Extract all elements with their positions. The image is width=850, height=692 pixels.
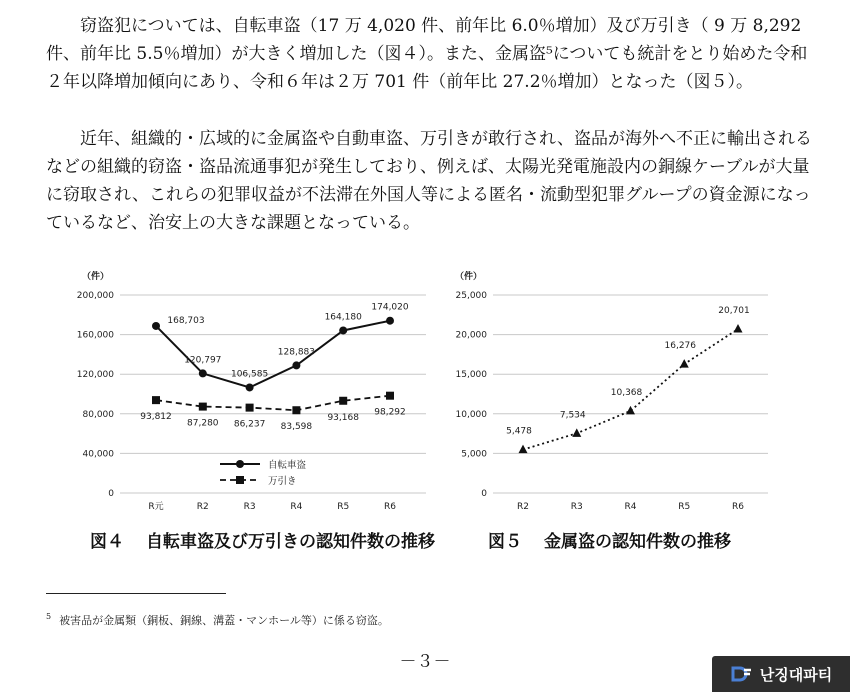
legend-label-bicycle: 自転車盗 <box>268 460 307 471</box>
y-tick-label: 80,000 <box>82 409 114 420</box>
data-label: 87,280 <box>187 418 219 429</box>
data-point-marker <box>246 404 254 412</box>
y-tick-label: 40,000 <box>82 449 114 460</box>
data-point-marker <box>339 326 347 334</box>
x-tick-label: R5 <box>678 502 691 512</box>
footnote-text: 被害品が金属類（銅板、銅線、溝蓋・マンホール等）に係る窃盗。 <box>59 614 389 627</box>
footnote-marker: 5 <box>46 612 52 622</box>
data-point-marker <box>386 317 394 325</box>
y-tick-label: 0 <box>481 489 487 499</box>
body-paragraph-1: 窃盗犯については、自転車盗（17 万 4,020 件、前年比 6.0％増加）及び万引き（ 9 万 8,292 件、前年比 5.5％増加）が大きく増加した（図４）。また、金属盗⁵についても統計をとり始めた令和２年以降増加傾向にあり、令和６年は２万 701 件（前年比 27.2％増加）となった（図５）。 <box>46 16 808 92</box>
data-label: 98,292 <box>374 407 406 418</box>
legend-marker-shoplifting <box>236 476 244 484</box>
x-tick-label: R4 <box>624 502 637 512</box>
data-label: 7,534 <box>559 410 586 421</box>
page-number: －３－ <box>399 652 451 672</box>
data-point-marker <box>626 406 635 415</box>
x-tick-label: R6 <box>732 502 744 512</box>
figure-5-caption <box>488 527 731 552</box>
data-label: 128,883 <box>277 347 316 358</box>
y-tick-label: 200,000 <box>76 291 114 301</box>
data-label: 174,020 <box>371 302 409 313</box>
data-point-marker <box>199 403 207 411</box>
data-label: 83,598 <box>280 422 313 433</box>
y-tick-label: 25,000 <box>455 291 487 301</box>
x-tick-label: R3 <box>243 502 256 512</box>
data-point-marker <box>292 406 300 414</box>
y-tick-label: 10,000 <box>455 409 487 420</box>
footnote <box>46 612 389 628</box>
y-tick-label: 5,000 <box>461 449 487 460</box>
series-line <box>156 396 390 411</box>
figure-4-number: 図４ <box>90 532 124 552</box>
watermark-text: 난징대파티 <box>759 665 833 684</box>
data-label: 16,276 <box>664 341 696 352</box>
x-tick-label: R元 <box>148 502 164 512</box>
data-point-marker <box>246 383 254 391</box>
figure-4-title: 自転車盗及び万引きの認知件数の推移 <box>146 532 435 552</box>
data-point-marker <box>292 361 300 369</box>
figure-5-chart <box>450 258 780 518</box>
y-tick-label: 120,000 <box>76 370 114 381</box>
data-label: 10,368 <box>610 387 643 398</box>
data-label: 168,703 <box>167 315 205 326</box>
data-label: 5,478 <box>506 426 532 437</box>
data-point-marker <box>386 392 394 400</box>
x-tick-label: R2 <box>517 502 529 512</box>
data-point-marker <box>519 445 528 454</box>
x-tick-label: R6 <box>384 502 396 512</box>
data-label: 120,797 <box>184 355 222 366</box>
y-tick-label: 160,000 <box>76 330 114 341</box>
watermark-badge <box>712 656 850 692</box>
series-line <box>156 321 390 388</box>
y-tick-label: 0 <box>108 489 114 499</box>
y-unit-label: （件） <box>82 272 110 282</box>
figure-5-number: 図５ <box>488 532 522 552</box>
watermark-logo-icon <box>730 664 754 684</box>
legend-label-shoplifting: 万引き <box>268 476 297 487</box>
data-label: 86,237 <box>233 419 266 430</box>
data-point-marker <box>339 397 347 405</box>
figure-4-chart <box>70 258 440 518</box>
x-tick-label: R2 <box>196 502 209 512</box>
data-label: 93,812 <box>140 412 172 423</box>
data-label: 106,585 <box>230 369 269 380</box>
x-tick-label: R3 <box>570 502 583 512</box>
data-point-marker <box>680 359 689 368</box>
legend-marker-bicycle <box>236 460 244 468</box>
data-point-marker <box>152 322 160 330</box>
y-unit-label: （件） <box>455 272 483 282</box>
data-label: 20,701 <box>718 306 750 317</box>
data-point-marker <box>199 369 207 377</box>
data-label: 164,180 <box>324 312 362 323</box>
figure-4-caption <box>90 527 435 552</box>
data-point-marker <box>152 396 160 404</box>
y-tick-label: 20,000 <box>455 330 487 341</box>
data-point-marker <box>572 428 581 437</box>
x-tick-label: R5 <box>337 502 350 512</box>
y-tick-label: 15,000 <box>455 370 487 381</box>
data-label: 93,168 <box>327 412 359 423</box>
x-tick-label: R4 <box>290 502 303 512</box>
footnote-divider <box>46 593 226 594</box>
body-paragraph-2: 近年、組織的・広域的に金属盗や自動車盗、万引きが敢行され、盗品が海外へ不正に輸出されるなどの組織的窃盗・盗品流通事犯が発生しており、例えば、太陽光発電施設内の銅線ケーブルが大量に窃取され、これらの犯罪収益が不法滞在外国人等による匿名・流動型犯罪グループの資金源になっているなど、治安上の大きな課題となっている。 <box>46 129 813 233</box>
figure-5-title: 金属盗の認知件数の推移 <box>544 532 731 552</box>
data-point-marker <box>734 324 743 333</box>
